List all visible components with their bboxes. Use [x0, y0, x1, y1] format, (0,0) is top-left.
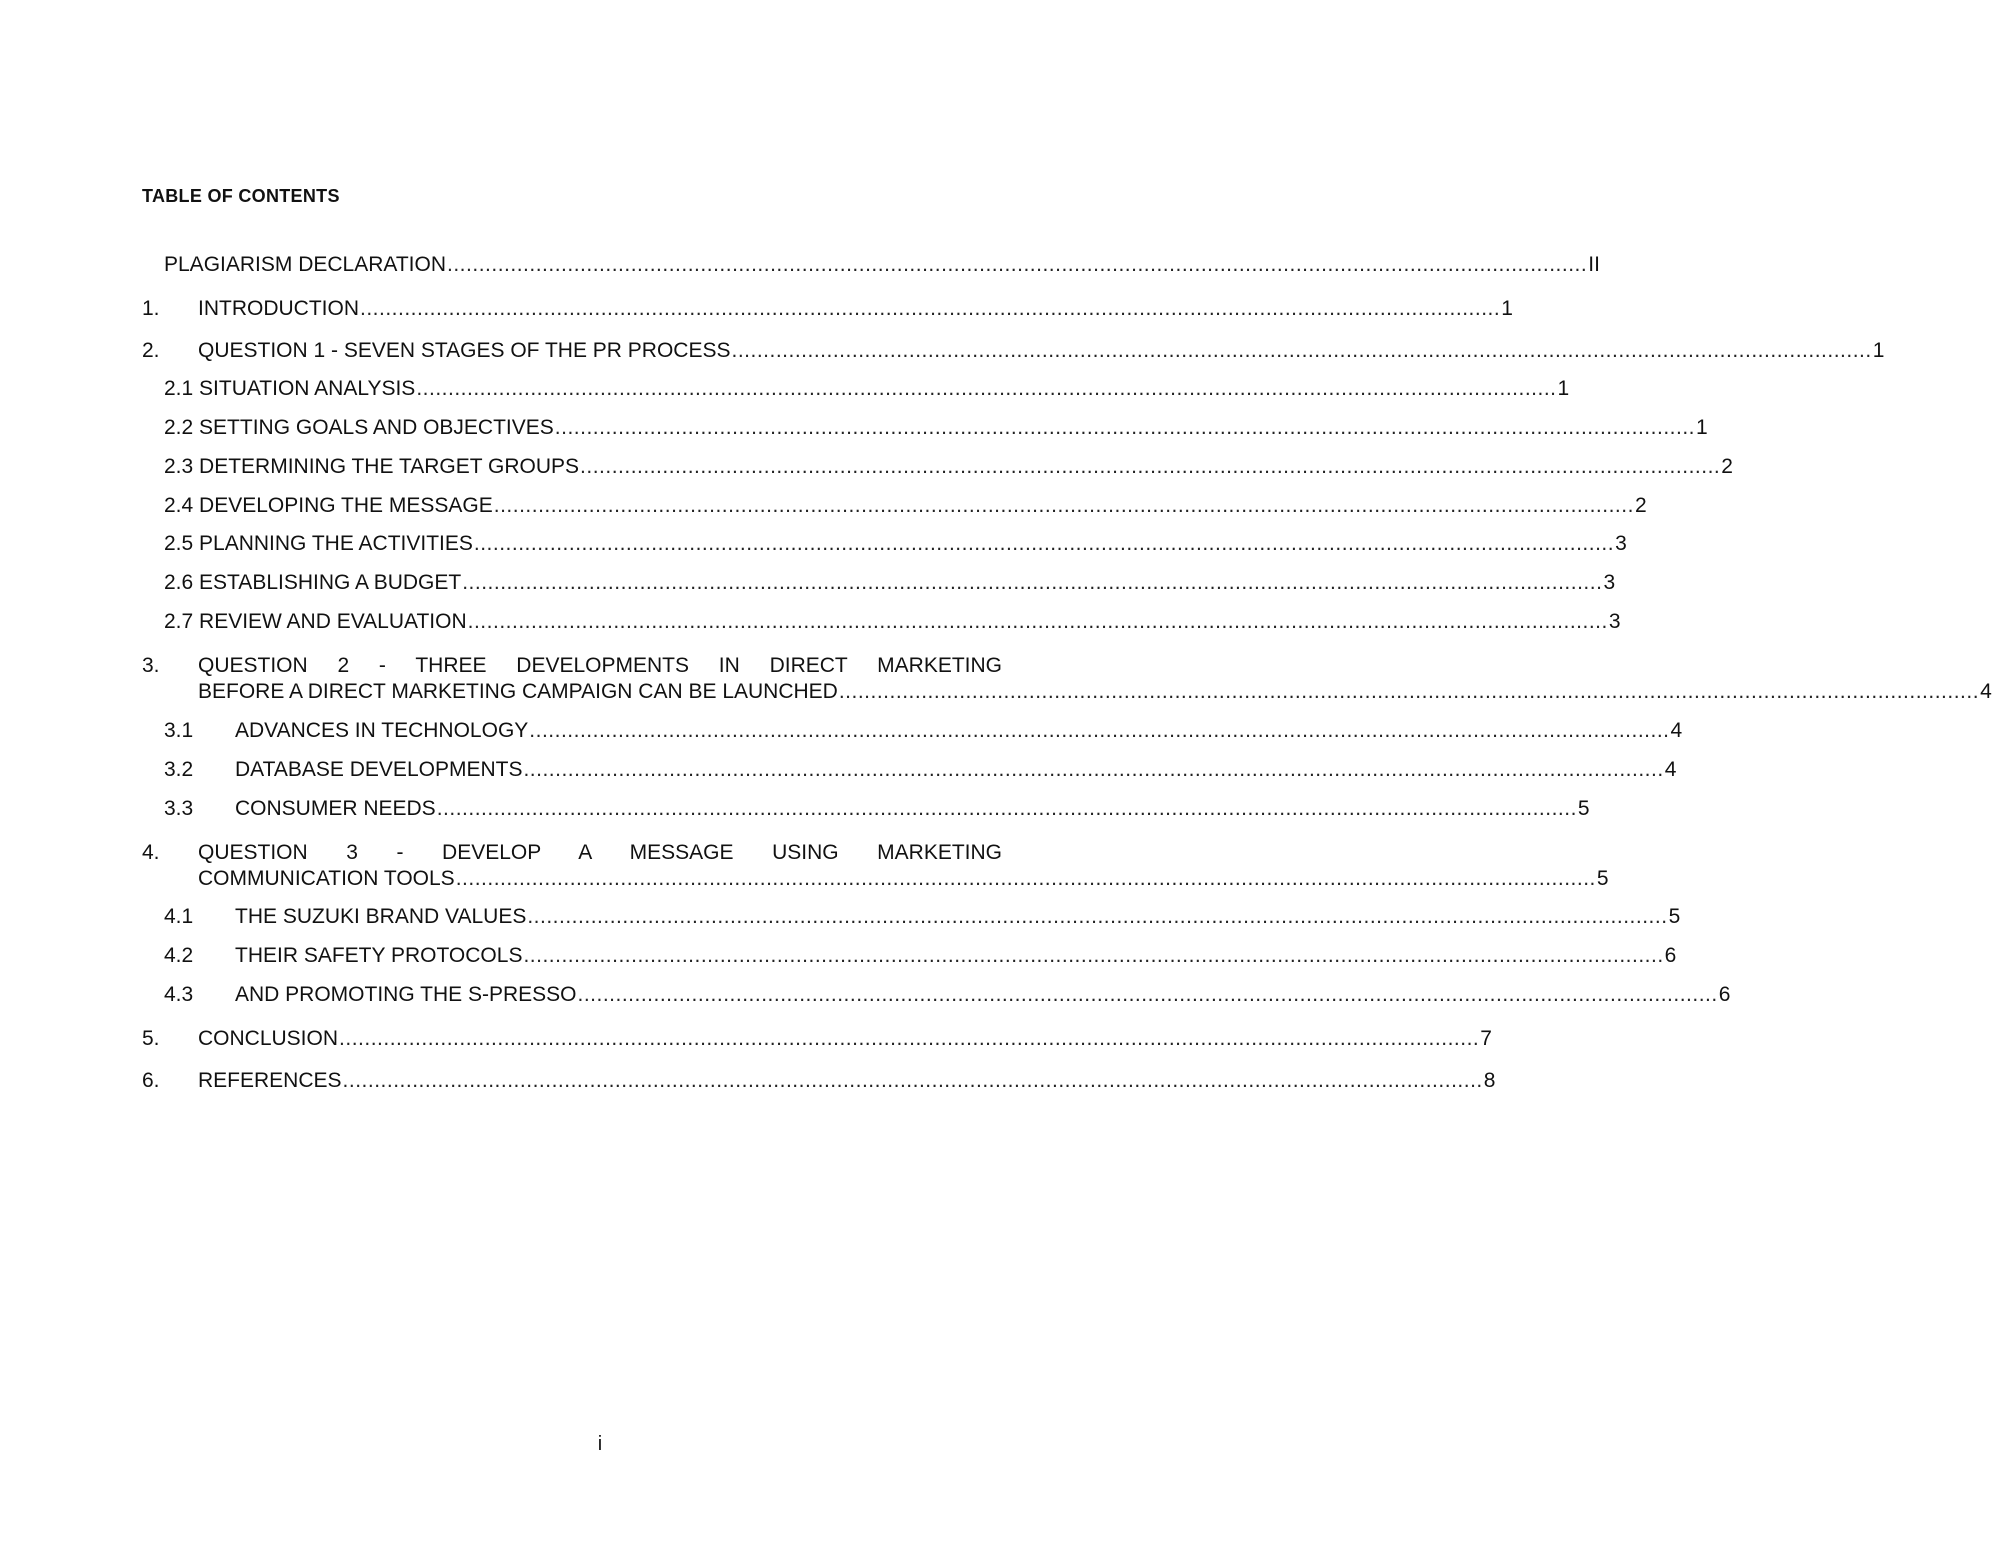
toc-entry-4-1[interactable] — [164, 904, 1681, 930]
toc-page-number: 7 — [1480, 1027, 1492, 1050]
toc-entry-text: 2.7 REVIEW AND EVALUATION — [164, 610, 467, 633]
toc-entry-2-5[interactable] — [164, 531, 1627, 557]
toc-entry-text: INTRODUCTION — [198, 297, 359, 320]
toc-entry-number: 2. — [142, 339, 160, 362]
toc-page-number: 3 — [1603, 571, 1616, 594]
toc-entry-text: CONCLUSION — [198, 1027, 339, 1050]
toc-page-number: 4 — [1670, 719, 1683, 742]
toc-entry-3-2[interactable] — [164, 757, 1677, 783]
dot-leader: .................................................................................................................................................................................... — [554, 416, 1695, 439]
toc-entry-question-1[interactable] — [142, 338, 1885, 364]
toc-entry-number: 4.1 — [164, 905, 194, 928]
toc-entry-text: ADVANCES IN TECHNOLOGY — [235, 719, 529, 742]
toc-entry-plagiarism[interactable] — [164, 252, 1600, 278]
toc-page-number: 1 — [1557, 377, 1570, 400]
toc-page-number: 1 — [1696, 416, 1708, 439]
toc-entry-text: AND PROMOTING THE S-PRESSO — [235, 983, 577, 1006]
toc-entry-2-3[interactable] — [164, 454, 1733, 480]
toc-entry-text: REFERENCES — [198, 1069, 342, 1092]
toc-page-number: 5 — [1596, 867, 1609, 890]
toc-entry-number: 1. — [142, 297, 160, 320]
toc-entry-text: PLAGIARISM DECLARATION — [164, 253, 447, 276]
toc-page-number: 1 — [1501, 297, 1513, 320]
toc-entry-text: BEFORE A DIRECT MARKETING CAMPAIGN CAN BE LAUNCHED — [198, 680, 838, 703]
dot-leader: .................................................................................................................................................................................... — [462, 571, 1603, 594]
toc-entry-text: DATABASE DEVELOPMENTS — [235, 758, 523, 781]
dot-leader: .................................................................................................................................................................................... — [838, 680, 1980, 703]
toc-page-number: 4 — [1980, 680, 1992, 703]
toc-page-number: 3 — [1608, 610, 1621, 633]
toc-page-number: 8 — [1483, 1069, 1496, 1092]
toc-entry-text: THE SUZUKI BRAND VALUES — [235, 905, 527, 928]
dot-leader: .................................................................................................................................................................................... — [339, 1027, 1480, 1050]
toc-entry-question-3[interactable] — [142, 840, 1609, 892]
toc-entry-text: 2.6 ESTABLISHING A BUDGET — [164, 571, 462, 594]
dot-leader: .................................................................................................................................................................................... — [436, 797, 1577, 820]
toc-page-number: 6 — [1718, 983, 1731, 1006]
toc-page-number: II — [1588, 253, 1600, 276]
toc-entry-text: CONSUMER NEEDS — [235, 797, 436, 820]
toc-page-number: 2 — [1634, 494, 1647, 517]
dot-leader: .................................................................................................................................................................................... — [342, 1069, 1483, 1092]
toc-entry-question-2[interactable] — [142, 653, 1992, 705]
dot-leader: .................................................................................................................................................................................... — [447, 253, 1588, 276]
toc-entry-3-1[interactable] — [164, 718, 1683, 744]
toc-page-number: 5 — [1668, 905, 1681, 928]
toc-entry-text: 2.5 PLANNING THE ACTIVITIES — [164, 532, 473, 555]
toc-entry-number: 6. — [142, 1069, 160, 1092]
dot-leader: .................................................................................................................................................................................... — [577, 983, 1718, 1006]
toc-entry-number: 4.3 — [164, 983, 194, 1006]
toc-page-number: 4 — [1664, 758, 1677, 781]
dot-leader: .................................................................................................................................................................................... — [493, 494, 1634, 517]
toc-entry-2-1[interactable] — [164, 376, 1570, 402]
dot-leader: .................................................................................................................................................................................... — [360, 297, 1501, 320]
dot-leader: .................................................................................................................................................................................... — [580, 455, 1721, 478]
toc-entry-text: 2.1 SITUATION ANALYSIS — [164, 377, 416, 400]
dot-leader: .................................................................................................................................................................................... — [416, 377, 1557, 400]
toc-page-number: 3 — [1615, 532, 1627, 555]
toc-entry-text-line1: QUESTION 2 - THREE DEVELOPMENTS IN DIRECT MARKETING — [198, 654, 1002, 677]
dot-leader: .................................................................................................................................................................................... — [731, 339, 1872, 362]
toc-entry-text: 2.4 DEVELOPING THE MESSAGE — [164, 494, 493, 517]
toc-entry-text: QUESTION 1 - SEVEN STAGES OF THE PR PROCESS — [198, 339, 731, 362]
toc-entry-text: 2.2 SETTING GOALS AND OBJECTIVES — [164, 416, 554, 439]
toc-entry-4-2[interactable] — [164, 943, 1677, 969]
toc-entry-text: COMMUNICATION TOOLS — [198, 867, 455, 890]
toc-entry-4-3[interactable] — [164, 982, 1731, 1008]
toc-entry-number: 3. — [142, 654, 160, 677]
toc-entry-2-6[interactable] — [164, 570, 1616, 596]
toc-entry-references[interactable] — [142, 1068, 1496, 1094]
toc-entry-number: 3.2 — [164, 758, 194, 781]
toc-entry-3-3[interactable] — [164, 796, 1590, 822]
toc-entry-text-line1: QUESTION 3 - DEVELOP A MESSAGE USING MARKETING — [198, 841, 1002, 864]
dot-leader: .................................................................................................................................................................................... — [523, 758, 1664, 781]
toc-page-number: 2 — [1721, 455, 1733, 478]
toc-entry-conclusion[interactable] — [142, 1026, 1492, 1052]
page-number: i — [597, 1433, 603, 1455]
toc-entry-number: 3.1 — [164, 719, 194, 742]
dot-leader: .................................................................................................................................................................................... — [527, 905, 1668, 928]
toc-entry-text: 2.3 DETERMINING THE TARGET GROUPS — [164, 455, 580, 478]
toc-entry-text: THEIR SAFETY PROTOCOLS — [235, 944, 523, 967]
dot-leader: .................................................................................................................................................................................... — [473, 532, 1615, 555]
toc-entry-number: 3.3 — [164, 797, 194, 820]
toc-page-number: 5 — [1577, 797, 1590, 820]
toc-entry-number: 4. — [142, 841, 160, 864]
toc-entry-introduction[interactable] — [142, 296, 1513, 322]
dot-leader: .................................................................................................................................................................................... — [455, 867, 1596, 890]
toc-page-number: 6 — [1664, 944, 1677, 967]
dot-leader: .................................................................................................................................................................................... — [467, 610, 1608, 633]
toc-entry-2-7[interactable] — [164, 609, 1621, 635]
toc-entry-number: 5. — [142, 1027, 160, 1050]
dot-leader: .................................................................................................................................................................................... — [529, 719, 1670, 742]
dot-leader: .................................................................................................................................................................................... — [523, 944, 1664, 967]
toc-entry-2-2[interactable] — [164, 415, 1708, 441]
toc-entry-2-4[interactable] — [164, 493, 1647, 519]
page-title: TABLE OF CONTENTS — [142, 186, 340, 206]
toc-page-number: 1 — [1872, 339, 1885, 362]
toc-entry-number: 4.2 — [164, 944, 194, 967]
